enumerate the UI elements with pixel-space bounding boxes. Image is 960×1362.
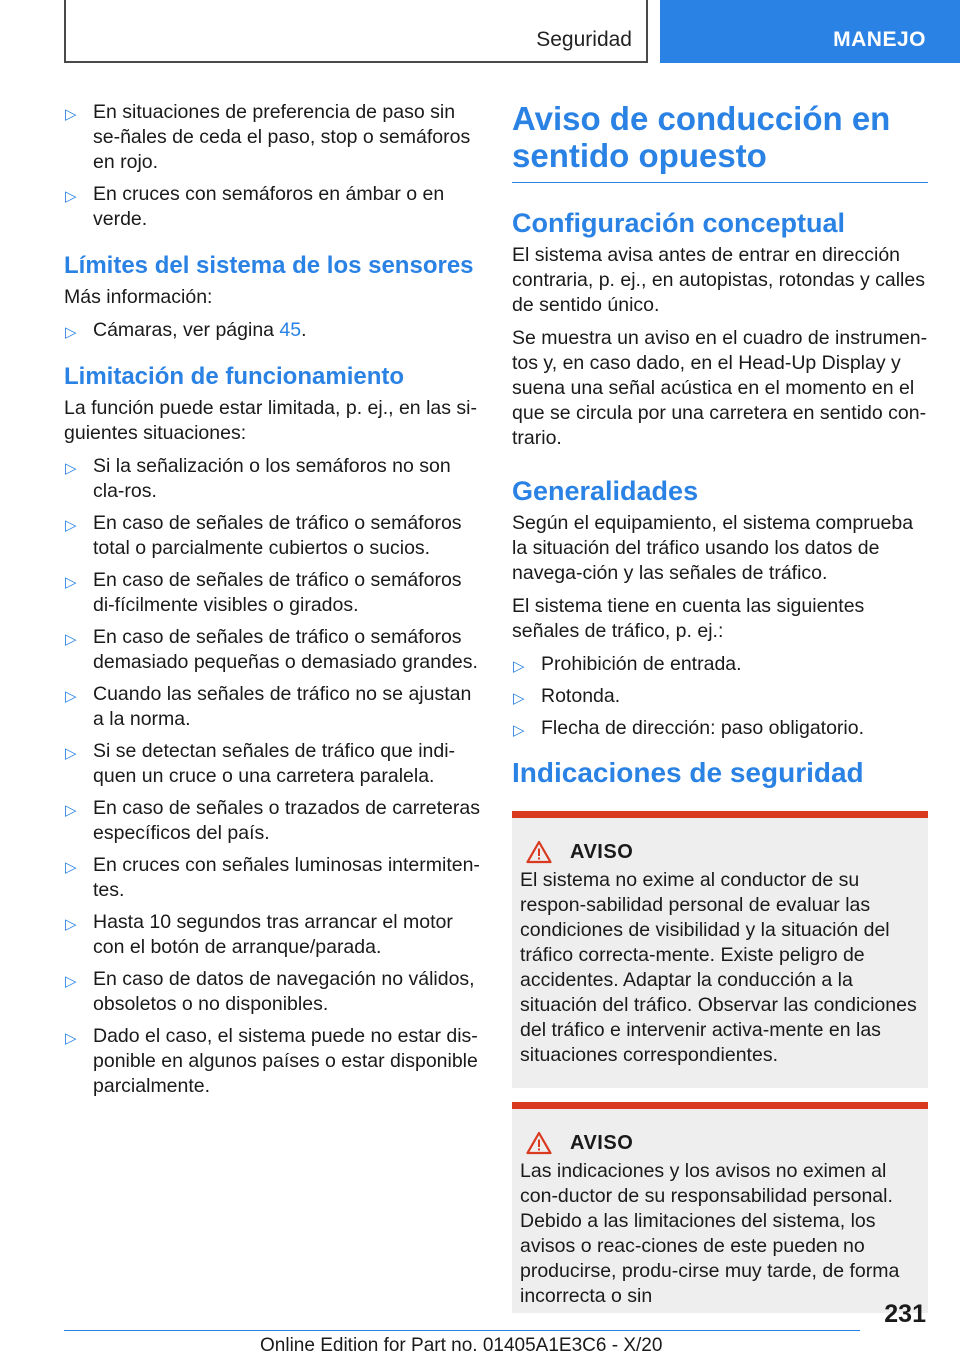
list-item: ▷ Flecha de dirección: paso obligatorio. xyxy=(512,716,928,741)
list-item: ▷ En caso de señales o trazados de carreteras específicos del país. xyxy=(65,797,480,844)
triangle-bullet-icon: ▷ xyxy=(513,690,525,707)
sensor-bullet-list xyxy=(64,318,482,343)
list-item: ▷ En cruces con señales luminosas intermiten-tes. xyxy=(65,854,480,901)
general-heading: Generalidades xyxy=(512,476,699,506)
triangle-bullet-icon: ▷ xyxy=(65,859,77,876)
right-column xyxy=(512,100,928,1327)
triangle-bullet-icon: ▷ xyxy=(65,517,77,534)
section-title: Seguridad xyxy=(536,28,632,51)
list-item: ▷ Cuando las señales de tráfico no se ajustan a la norma. xyxy=(65,683,472,730)
left-column xyxy=(64,100,482,1106)
header-chapter-box xyxy=(660,0,960,63)
list-item: ▷ En caso de señales de tráfico o semáforos demasiado pequeñas o demasiado grandes. xyxy=(65,626,478,673)
triangle-bullet-icon: ▷ xyxy=(65,916,77,933)
triangle-bullet-icon: ▷ xyxy=(513,658,525,675)
triangle-bullet-icon: ▷ xyxy=(65,973,77,990)
list-item: ▷ Rotonda. xyxy=(512,684,928,709)
page-title: Aviso de conducción en sentido opuesto xyxy=(512,100,928,183)
triangle-bullet-icon: ▷ xyxy=(65,324,77,341)
warning-header xyxy=(520,840,920,864)
concept-heading: Configuración conceptual xyxy=(512,208,846,238)
triangle-bullet-icon: ▷ xyxy=(65,688,77,705)
triangle-bullet-icon: ▷ xyxy=(65,188,77,205)
header-section-box xyxy=(64,0,648,63)
triangle-bullet-icon: ▷ xyxy=(513,722,525,739)
sensor-limits-text: Más información: xyxy=(64,286,213,308)
triangle-bullet-icon: ▷ xyxy=(65,745,77,762)
list-item: ▷ Prohibición de entrada. xyxy=(512,652,928,677)
warning-label: AVISO xyxy=(570,1131,634,1154)
triangle-bullet-icon: ▷ xyxy=(65,802,77,819)
limitation-heading: Limitación de funcionamiento xyxy=(64,363,405,390)
limitation-bullet-list xyxy=(64,454,482,1099)
sensor-limits-heading: Límites del sistema de los sensores xyxy=(64,252,474,279)
page-link[interactable]: 45 xyxy=(279,319,302,341)
warning-header xyxy=(520,1131,920,1155)
triangle-bullet-icon: ▷ xyxy=(65,631,77,648)
chapter-title: MANEJO xyxy=(833,28,926,51)
list-item: ▷ Cámaras, ver página 45. xyxy=(64,318,482,343)
footer-divider xyxy=(64,1330,860,1331)
triangle-bullet-icon: ▷ xyxy=(65,460,77,477)
triangle-bullet-icon: ▷ xyxy=(65,1030,77,1047)
general-paragraph: El sistema tiene en cuenta las siguientes señales de tráfico, p. ej.: xyxy=(512,595,865,642)
list-item: ▷ En cruces con semáforos en ámbar o en verde. xyxy=(65,183,445,230)
intro-bullet-list xyxy=(64,100,482,232)
list-item: ▷ Si la señalización o los semáforos no son cla-ros. xyxy=(65,455,451,502)
general-paragraph: Según el equipamiento, el sistema comprueba la situación del tráfico usando los datos de navega-ción y las señales de tráfico. xyxy=(512,512,914,584)
list-item: ▷ En caso de datos de navegación no válidos, obsoletos o no disponibles. xyxy=(65,968,475,1015)
safety-heading: Indicaciones de seguridad xyxy=(512,757,864,788)
list-item: ▷ Si se detectan señales de tráfico que indi-quen un cruce o una carretera paralela. xyxy=(65,740,456,787)
warning-text: El sistema no exime al conductor de su respon-sabilidad personal de evaluar las condiciones de visibilidad y la situación del tráfico correcta-mente. Existe peligro de accidentes. Adaptar la conducción a la situación del tráfico. Observar las condiciones del tráfico e intervenir activa-mente en las situaciones correspondientes. xyxy=(520,869,917,1066)
list-item: ▷ En caso de señales de tráfico o semáforos total o parcialmente cubiertos o sucios. xyxy=(65,512,462,559)
concept-paragraph: Se muestra un aviso en el cuadro de instrumen-tos y, en caso dado, en el Head-Up Display y suena una señal acústica en el momento en el que se circula por una carretera en sentido con-trario. xyxy=(512,327,928,449)
limitation-text: La función puede estar limitada, p. ej., en las si-guientes situaciones: xyxy=(64,397,477,444)
general-bullet-list xyxy=(512,652,928,741)
warning-text: Las indicaciones y los avisos no eximen al con-ductor de su responsabilidad personal. Debido a las limitaciones del sistema, los avisos o reac-ciones de este pueden no producirse, produ-cirse muy tarde, de forma incorrecta o sin xyxy=(520,1160,900,1307)
warning-box xyxy=(512,1102,928,1313)
list-item: ▷ Hasta 10 segundos tras arrancar el motor con el botón de arranque/parada. xyxy=(65,911,453,958)
triangle-bullet-icon: ▷ xyxy=(65,106,77,123)
warning-label: AVISO xyxy=(570,840,634,863)
list-item: ▷ En caso de señales de tráfico o semáforos di-fícilmente visibles o girados. xyxy=(65,569,462,616)
page-number: 231 xyxy=(884,1300,926,1328)
list-item: ▷ Dado el caso, el sistema puede no estar dis-ponible en algunos países o estar disponible parcialmente. xyxy=(65,1025,478,1097)
warning-triangle-icon xyxy=(526,1131,552,1155)
triangle-bullet-icon: ▷ xyxy=(65,574,77,591)
concept-paragraph: El sistema avisa antes de entrar en dirección contraria, p. ej., en autopistas, rotondas y calles de sentido único. xyxy=(512,244,925,316)
warning-triangle-icon xyxy=(526,840,552,864)
warning-box xyxy=(512,811,928,1088)
list-item: ▷ En situaciones de preferencia de paso sin se-ñales de ceda el paso, stop o semáforos en rojo. xyxy=(65,101,471,173)
edition-footer: Online Edition for Part no. 01405A1E3C6 - X/20 xyxy=(260,1335,663,1356)
